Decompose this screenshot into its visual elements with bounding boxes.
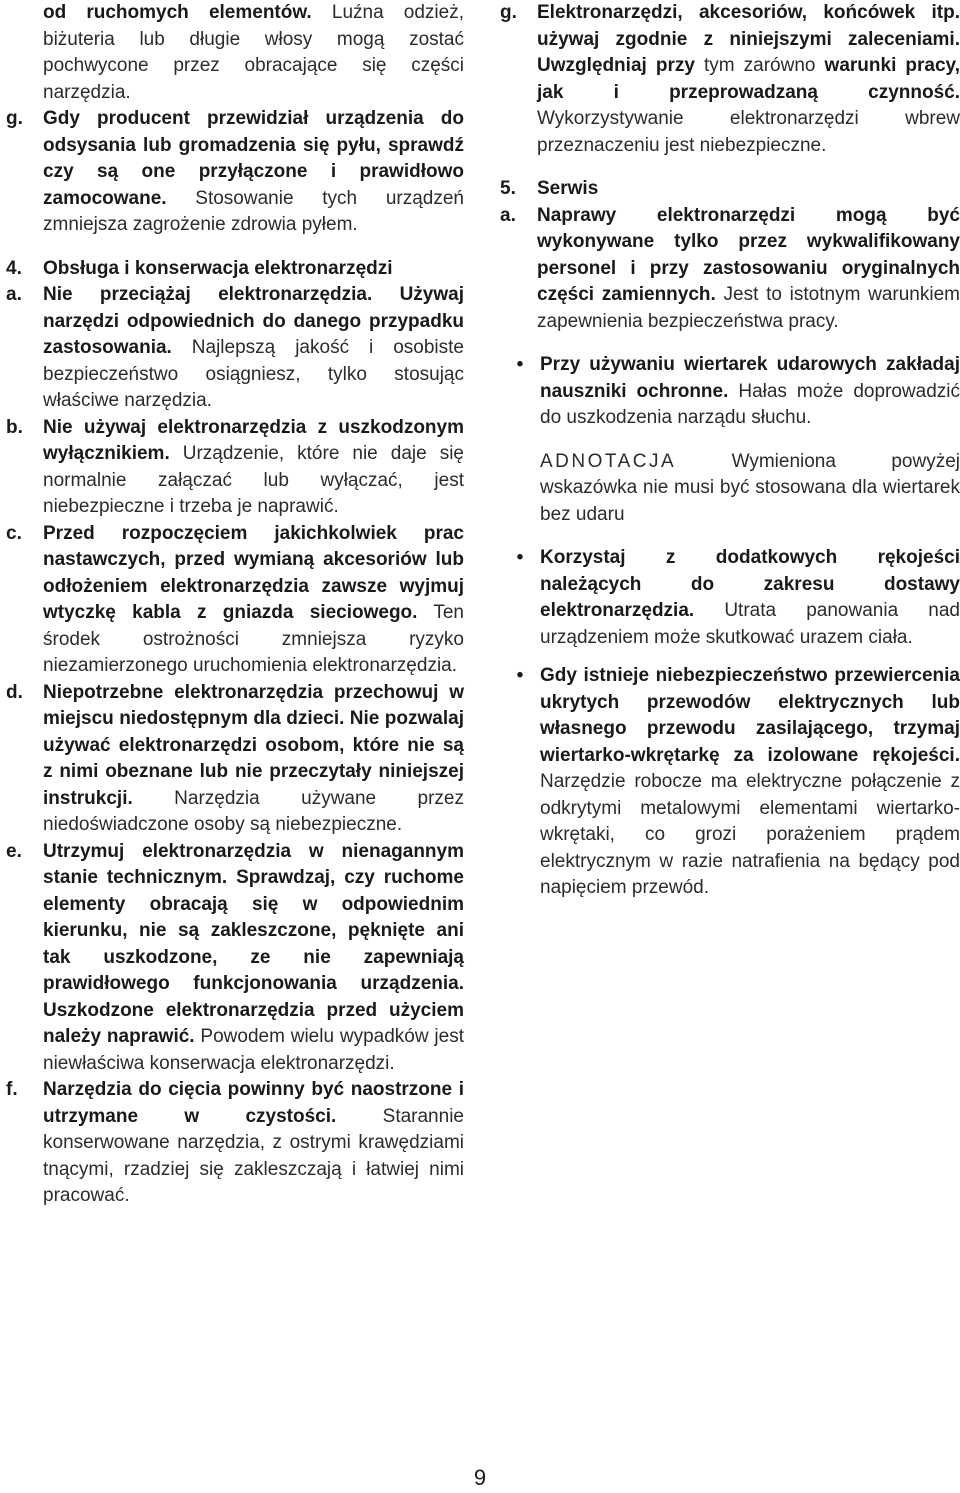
item-label: g. xyxy=(500,2,517,23)
item-normal-text: Utrata panowania nad urządzeniem może skutkować urazem ciała. xyxy=(540,600,960,648)
bullet-item-hearing xyxy=(500,352,960,432)
page-number: 9 xyxy=(473,1465,487,1490)
item-normal-text: Hałas może doprowadzić do uszkodzenia narządu słuchu. xyxy=(540,380,960,428)
list-item-d xyxy=(6,680,464,839)
item-body xyxy=(43,680,464,839)
item-body xyxy=(537,0,960,159)
item-label: d. xyxy=(6,681,23,703)
item-normal-text: Starannie konserwowane narzędzia, z ostrymi krawędziami tnącymi, rzadziej się zakleszczają i łatwiej nimi pracować. xyxy=(43,1105,464,1206)
item-body xyxy=(43,415,464,521)
section-number: 5. xyxy=(500,178,516,199)
item-normal-text: Narzędzie robocze ma elektryczne połączenie z odkrytymi metalowymi elementami wiertarko-wkrętaki, co grozi porażeniem prądem elektrycznym w razie natrafienia na będący pod napięciem przewód. xyxy=(540,771,960,898)
continued-bold-text: od ruchomych elementów. xyxy=(43,2,312,23)
section-title: Serwis xyxy=(537,178,599,199)
item-label: a. xyxy=(500,204,516,226)
item-label: a. xyxy=(6,284,22,305)
list-item-b xyxy=(6,415,464,521)
item-body xyxy=(540,352,960,432)
item-body xyxy=(43,282,464,415)
item-bold-text: Korzystaj z dodatkowych rękojeści należących do zakresu dostawy elektronarzędzia. xyxy=(540,547,960,621)
list-item-a xyxy=(6,282,464,415)
right-column xyxy=(500,0,960,902)
item-normal-text-2: Wykorzystywanie elektronarzędzi wbrew przeznaczeniu jest niebezpieczne. xyxy=(537,108,960,156)
list-item-f xyxy=(6,1077,464,1210)
list-item-c xyxy=(6,521,464,680)
item-bold-text: Elektronarzędzi, akcesoriów, końcówek itp. używaj zgodnie z niniejszymi zaleceniami. Uwzględniaj przy xyxy=(537,2,960,76)
item-body xyxy=(43,521,464,680)
item-body xyxy=(540,545,960,651)
item-normal-text: Najlepszą jakość i osobiste bezpieczeństwo osiągniesz, tylko stosując właściwe narzędzia. xyxy=(43,337,464,411)
item-bold-text: Niepotrzebne elektronarzędzia przechowuj w miejscu niedostępnym dla dzieci. Nie pozwalaj używać elektronarzędzi osobom, które nie są z nimi obeznane lub nie przeczytały niniejszej instrukcji. xyxy=(43,681,464,809)
item-label: c. xyxy=(6,522,22,544)
item-label: e. xyxy=(6,840,22,862)
item-bold-text: Naprawy elektronarzędzi mogą być wykonywane tylko przez wykwalifikowany personel i przy zastosowaniu oryginalnych części zamiennych. xyxy=(537,204,960,305)
item-body xyxy=(537,203,960,336)
section-heading-5 xyxy=(500,176,960,203)
list-item-a xyxy=(500,203,960,336)
section-number: 4. xyxy=(6,257,22,279)
item-bold-text: Nie używaj elektronarzędzia z uszkodzonym wyłącznikiem. xyxy=(43,416,464,464)
item-label: f. xyxy=(6,1079,18,1100)
bullet-item-handles xyxy=(500,545,960,651)
item-normal-text: Narzędzia używane przez niedoświadczone osoby są niebezpieczne. xyxy=(43,787,464,835)
bullet-symbol: • xyxy=(516,354,524,375)
item-normal-text: Urządzenie, które nie daje się normalnie załączać lub wyłączać, jest niebezpieczne i trzeba je naprawić. xyxy=(43,443,464,517)
list-item-e xyxy=(6,839,464,1078)
item-bold-text: Przy używaniu wiertarek udarowych zakładaj nauszniki ochronne. xyxy=(540,354,960,402)
item-bold-text: Narzędzia do cięcia powinny być naostrzone i utrzymane w czystości. xyxy=(43,1079,464,1127)
item-bold-text-2: warunki pracy, jak i przeprowadzaną czynność. xyxy=(537,55,960,103)
bullet-symbol: • xyxy=(516,665,524,686)
item-normal-text: Ten środek ostrożności zmniejsza ryzyko niezamierzonego uruchomienia elektronarzędzia. xyxy=(43,602,464,676)
continued-paragraph xyxy=(6,0,464,106)
item-bold-text: Nie przeciążaj elektronarzędzia. Używaj narzędzi odpowiednich do danego przypadku zastosowania. xyxy=(43,284,464,358)
item-bold-text: Przed rozpoczęciem jakichkolwiek prac nastawczych, przed wymianą akcesoriów lub odłożeniem elektronarzędzia zawsze wyjmuj wtyczkę kabla z gniazda sieciowego. xyxy=(43,522,464,623)
note-paragraph xyxy=(500,449,960,529)
note-tag: ADNOTACJA xyxy=(540,450,677,472)
list-item-g xyxy=(500,0,960,159)
item-normal-text: Jest to istotnym warunkiem zapewnienia bezpieczeństwa pracy. xyxy=(537,284,960,332)
item-normal-text: tym zarówno xyxy=(694,55,825,76)
item-body xyxy=(43,1077,464,1210)
continued-normal-text: Luźna odzież, biżuteria lub długie włosy mogą zostać pochwycone przez obracające się części narzędzia. xyxy=(43,2,465,103)
item-bold-text: Gdy producent przewidział urządzenia do odsysania lub gromadzenia się pyłu, sprawdź czy są one przyłączone i prawidłowo zamocowane. xyxy=(43,108,464,209)
bullet-item-hidden-wires xyxy=(500,663,960,902)
section-title: Obsługa i konserwacja elektronarzędzi xyxy=(43,257,393,279)
item-bold-text: Gdy istnieje niebezpieczeństwo przewiercenia ukrytych przewodów elektrycznych lub własnego przewodu zasilającego, trzymaj wiertarko-wkrętarkę za izolowane rękojeści. xyxy=(540,665,960,766)
note-text: Wymieniona powyżej wskazówka nie musi być stosowana dla wiertarek bez udaru xyxy=(540,450,960,525)
bullet-symbol: • xyxy=(516,547,524,568)
section-heading-4 xyxy=(6,256,464,283)
left-column xyxy=(6,0,464,1210)
item-normal-text: Powodem wielu wypadków jest niewłaściwa konserwacja elektronarzędzi. xyxy=(43,1026,464,1074)
item-body xyxy=(540,663,960,902)
item-bold-text: Utrzymuj elektronarzędzia w nienagannym stanie technicznym. Sprawdzaj, czy ruchome elementy obracają się w odpowiednim kierunku, nie są zakleszczone, pęknięte ani tak uszkodzone, ze nie zapewniają prawidłowego funkcjonowania urządzenia. Uszkodzone elektronarzędzia przed użyciem należy naprawić. xyxy=(43,840,464,1047)
item-body xyxy=(43,106,464,239)
item-label: g. xyxy=(6,108,23,129)
item-body xyxy=(43,839,464,1078)
item-normal-text: Stosowanie tych urządzeń zmniejsza zagrożenie zdrowia pyłem. xyxy=(43,187,464,235)
item-label: b. xyxy=(6,416,23,438)
list-item-g xyxy=(6,106,464,239)
